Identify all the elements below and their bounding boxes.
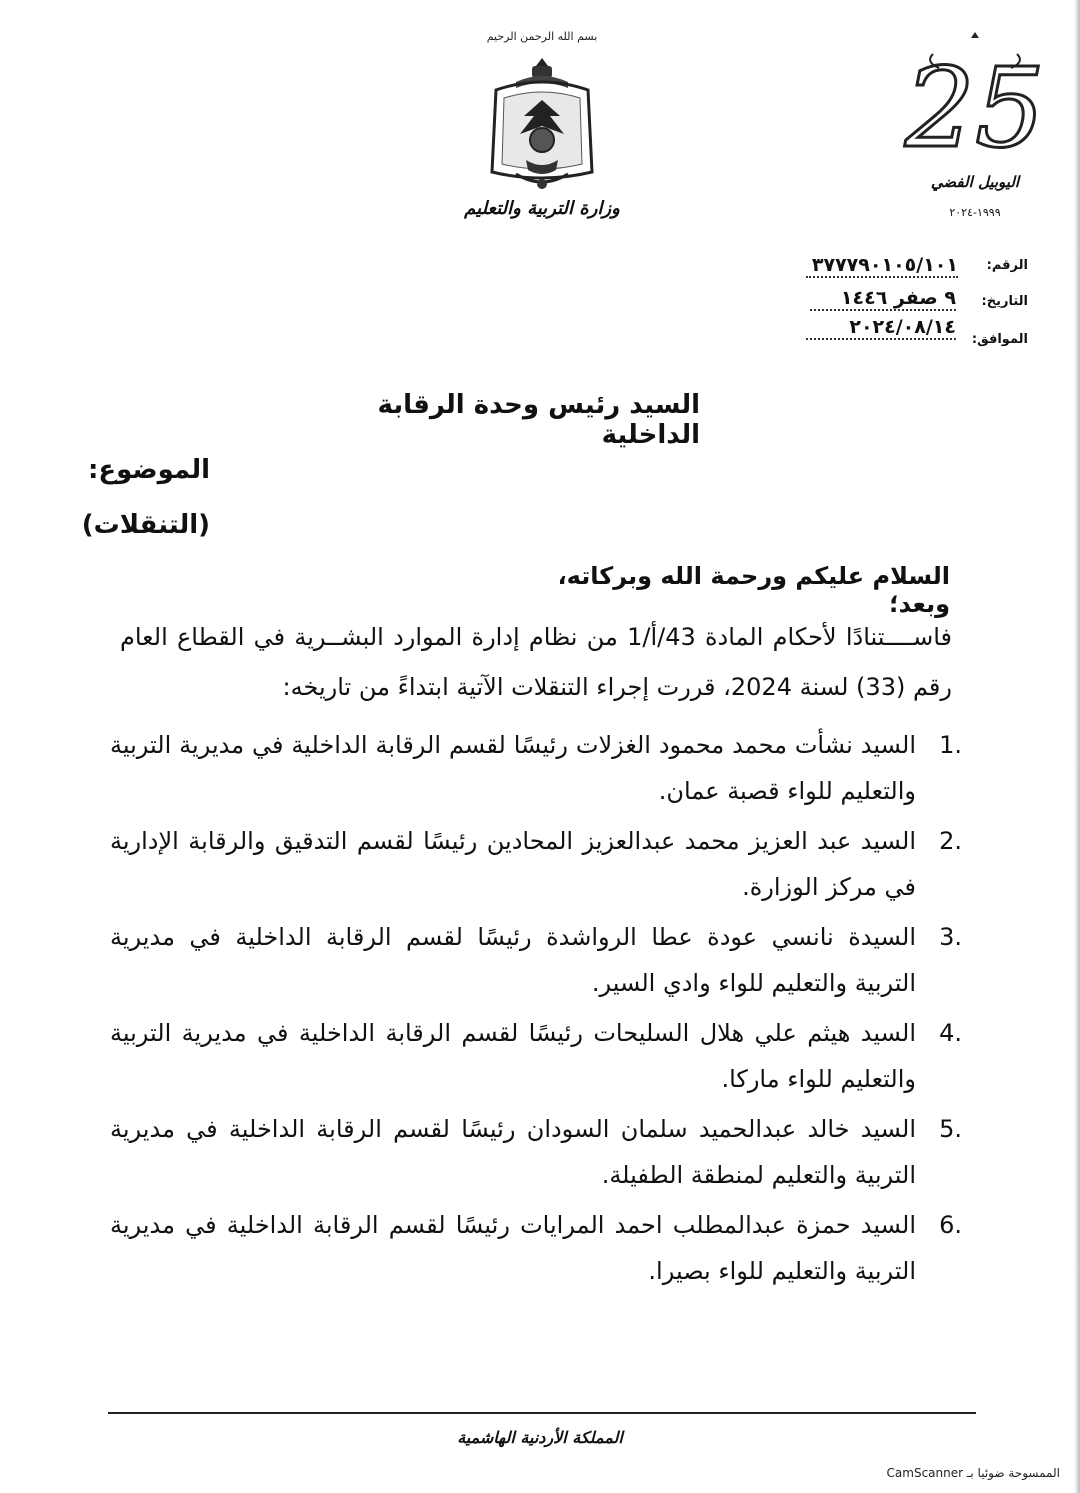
list-item-number: 2. (939, 827, 962, 855)
subject-label: الموضوع: (88, 455, 210, 485)
list-item-text: السيد نشأت محمد محمود الغزلات رئيسًا لقسم الرقابة الداخلية في مديرية التربية والتعليم للواء قصبة عمان. (110, 731, 916, 805)
intro-paragraph: فاســــتنادًا لأحكام المادة 43/أ/1 من نظام إدارة الموارد البشــرية في القطاع العام رقم (33) لسنة 2024، قررت إجراء التنقلات الآتية ابتداءً من تاريخه: (120, 623, 953, 701)
list-item-text: السيد عبد العزيز محمد عبدالعزيز المحادين رئيسًا لقسم التدقيق والرقابة الإدارية في مركز الوزارة. (110, 827, 916, 901)
list-item (110, 1202, 962, 1298)
list-item (110, 1106, 962, 1202)
scan-edge-shadow (1074, 0, 1080, 1493)
silver-jubilee-logo (905, 28, 1045, 228)
list-item (110, 722, 962, 818)
hijri-date-label: التاريخ: (981, 294, 1028, 309)
ref-number-value: ٣٧٧٧٩٠١٠٥/١٠١ (806, 254, 958, 278)
gregorian-date-value: ٢٠٢٤/٠٨/١٤ (806, 316, 956, 340)
list-item-number: 5. (939, 1115, 962, 1143)
list-item-text: السيد هيثم علي هلال السليحات رئيسًا لقسم الرقابة الداخلية في مديرية التربية والتعليم للواء ماركا. (110, 1019, 916, 1093)
scanner-watermark: الممسوحة ضوئيا بـ CamScanner (886, 1466, 1060, 1480)
footer-kingdom-name: المملكة الأردنية الهاشمية (457, 1428, 623, 1447)
addressee: السيد رئيس وحدة الرقابة الداخلية (377, 390, 700, 450)
ministry-header (462, 30, 622, 230)
list-item-text: السيد حمزة عبدالمطلب احمد المرايات رئيسًا لقسم الرقابة الداخلية في مديرية التربية والتعليم للواء بصيرا. (110, 1211, 916, 1285)
list-item-text: السيد خالد عبدالحميد سلمان السودان رئيسًا لقسم الرقابة الداخلية في مديرية التربية والتعليم لمنطقة الطفيلة. (110, 1115, 916, 1189)
hijri-date-value: ٩ صفر ١٤٤٦ (810, 287, 956, 311)
list-item (110, 818, 962, 914)
ref-number-label: الرقم: (986, 258, 1028, 273)
jubilee-years: ١٩٩٩-٢٠٢٤ (949, 206, 1001, 219)
list-item (110, 1010, 962, 1106)
greeting: السلام عليكم ورحمة الله وبركاته، وبعد؛ (557, 562, 950, 618)
list-item-number: 1. (939, 731, 962, 759)
subject: (التنقلات) (81, 510, 210, 540)
gregorian-date-label: الموافق: (971, 332, 1028, 347)
ministry-name: وزارة التربية والتعليم (464, 198, 620, 219)
jubilee-name: اليوبيل الفضي (930, 173, 1020, 191)
footer-divider (108, 1412, 976, 1414)
list-item-number: 3. (939, 923, 962, 951)
list-item-number: 6. (939, 1211, 962, 1239)
list-item-number: 4. (939, 1019, 962, 1047)
basmala: بسم الله الرحمن الرحيم (486, 30, 598, 43)
jordan-coat-of-arms-icon (486, 52, 598, 192)
list-item-text: السيدة نانسي عودة عطا الرواشدة رئيسًا لقسم الرقابة الداخلية في مديرية التربية والتعليم للواء وادي السير. (110, 923, 916, 997)
transfers-list (110, 722, 962, 1298)
jubilee-25-icon (905, 28, 1045, 172)
svg-text:25: 25 (905, 44, 1045, 172)
list-item (110, 914, 962, 1010)
